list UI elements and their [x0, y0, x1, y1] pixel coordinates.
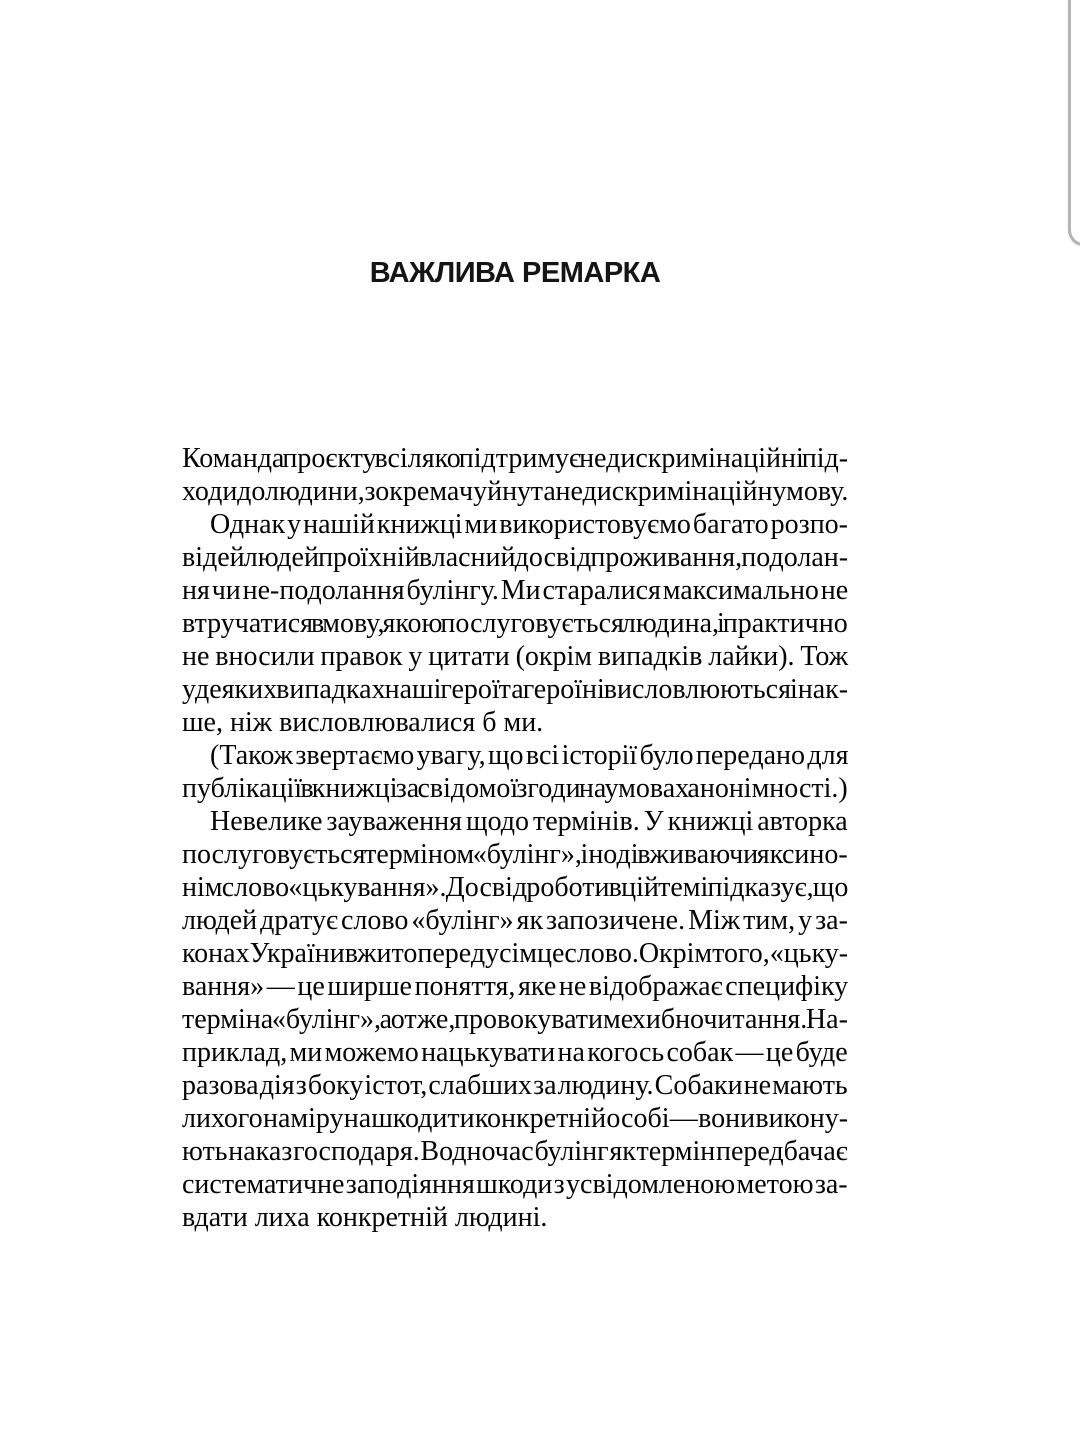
body-line: не вносили правок у цитати (окрім випадків лайки). Тож: [182, 641, 849, 672]
body-line: (Також звертаємо увагу, що всі історії було передано для: [210, 740, 849, 771]
body-line: терміна «булінг», а отже, провокуватиме хибночитання. На-: [182, 1004, 848, 1035]
body-line: ходи до людини, зокрема чуйну та недискримінаційну мову.: [182, 476, 849, 507]
body-line: людей дратує слово «булінг» як запозичене. Між тим, у за-: [182, 905, 848, 936]
body-line: вдати лиха конкретній людині.: [182, 1202, 548, 1233]
body-line: систематичне заподіяння шкоди з усвідомленою метою за-: [182, 1169, 848, 1200]
body-line: приклад, ми можемо нацькувати на когось собак — це буде: [182, 1037, 848, 1068]
body-line: Однак у нашій книжці ми використовуємо багато розпо-: [210, 509, 848, 540]
body-line: Невелике зауваження щодо термінів. У книжці авторка: [210, 806, 848, 837]
body-line: ють наказ господаря. Водночас булінг як термін передбачає: [182, 1136, 848, 1167]
body-line: у деяких випадках наші герої та героїні висловлюються інак-: [182, 674, 849, 705]
body-line: Команда проєкту всіляко підтримує недискримінаційні під-: [182, 443, 849, 474]
body-line: нім слово «цькування». Досвід роботи в цій темі підказує, що: [182, 872, 849, 903]
body-line: послуговується терміном «булінг», іноді вживаючи як сино-: [182, 839, 848, 870]
body-line: лихого наміру нашкодити конкретній особі — вони викону-: [182, 1103, 849, 1134]
body-text: [182, 442, 848, 1234]
chapter-title: ВАЖЛИВА РЕМАРКА: [369, 257, 661, 289]
body-line: публікації в книжці за свідомої згоди на умовах анонімності.): [182, 773, 848, 804]
body-line: конах України вжито передусім це слово. Окрім того, «цьку-: [182, 938, 849, 969]
body-line: вання» — це ширше поняття, яке не відображає специфіку: [182, 971, 849, 1002]
body-line: втручатися в мову, якою послуговується людина, і практично: [182, 608, 848, 639]
body-line: відей людей про їхній власний досвід проживання, подолан-: [182, 542, 849, 573]
body-line: ше, ніж висловлювалися б ми.: [182, 707, 544, 738]
scrollbar-thumb[interactable]: [1068, 0, 1080, 246]
body-line: ня чи не-подолання булінгу. Ми старалися максимально не: [182, 575, 849, 606]
body-line: разова дія з боку істот, слабших за людину. Собаки не мають: [182, 1070, 848, 1101]
